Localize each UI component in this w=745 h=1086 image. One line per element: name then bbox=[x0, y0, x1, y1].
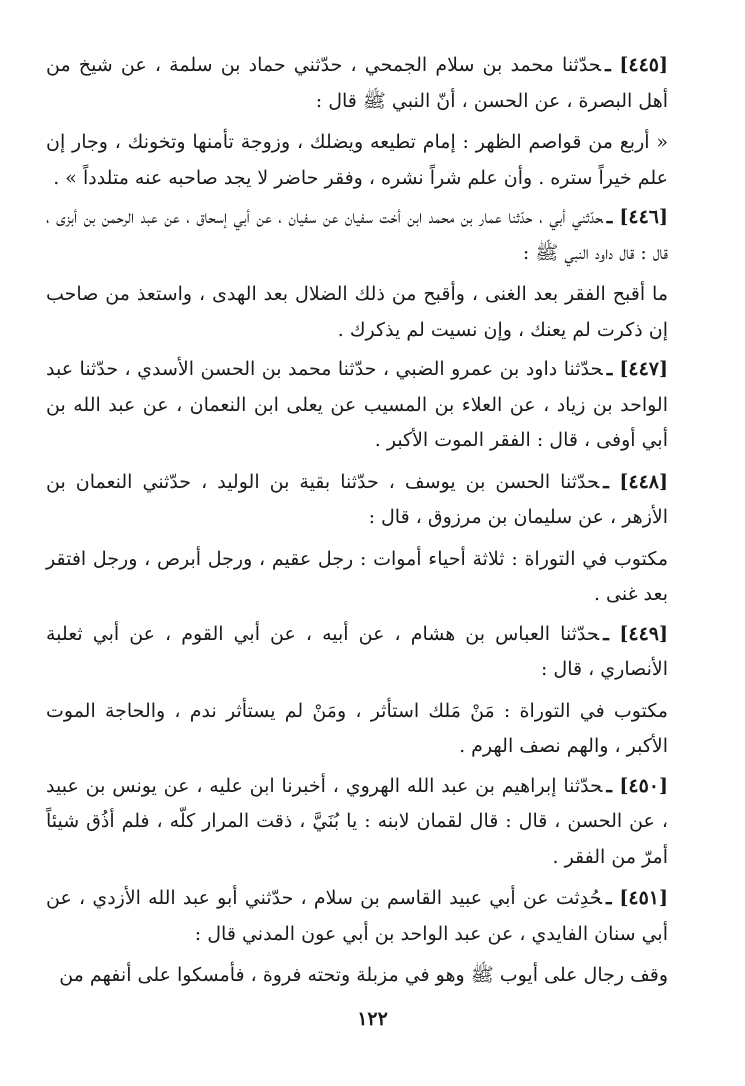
entry-448-matn: مكتوب في التوراة : ثلاثة أحياء أموات : رجل عقيم ، ورجل أبرص ، ورجل افتقر بعد غنى . bbox=[46, 547, 668, 605]
entry-number: [٤٤٦] ـ bbox=[606, 206, 668, 228]
entry-number: [٤٥١] ـ bbox=[606, 887, 668, 909]
isnad-text: حدّثنا محمد بن سلام الجمحي ، حدّثني حماد بن سلمة ، عن شيخ من أهل البصرة ، عن الحسن ، أنّ النبي ﷺ قال : bbox=[46, 54, 668, 112]
entry-451-isnad bbox=[46, 881, 668, 952]
isnad-text: حدّثنا العباس بن هشام ، عن أبيه ، عن أبي القوم ، عن أبي ثعلبة الأنصاري ، قال : bbox=[46, 622, 668, 680]
entry-446-isnad bbox=[46, 200, 668, 271]
isnad-text: حدّثنا إبراهيم بن عبد الله الهروي ، أخبرنا ابن عليه ، عن يونس بن عبيد ، عن الحسن ، قال : قال لقمان لابنه : يا بُنَيَّ ، ذقت المرار كلّه ، فلم أذُق شيئاً أمرّ من الفقر . bbox=[46, 774, 668, 868]
entry-451-matn: وقف رجال على أيوب ﷺ وهو في مزبلة وتحته فروة ، فأمسكوا على أنفهم من bbox=[59, 964, 668, 986]
entry-449-isnad bbox=[46, 617, 668, 688]
isnad-text: حدّثني أبي ، حدّثنا عمار بن محمد ابن أخت سفيان عن سفيان ، عن أبي إسحاق ، عن عبد الرحمن بن أبزى ، قال : قال داود النبي ﷺ : bbox=[46, 206, 668, 264]
entry-number: [٤٤٥] ـ bbox=[605, 54, 668, 76]
entry-445-matn: « أربع من قواصم الظهر : إمام تطيعه ويضلك ، وزوجة تأمنها وتخونك ، وجار إن علم خيراً ستره . وأن علم شراً نشره ، وفقر حاضر لا يجد صاحبه عنه متلدداً » . bbox=[46, 131, 668, 189]
entry-number: [٤٥٠] ـ bbox=[606, 774, 668, 797]
entry-450-isnad bbox=[46, 769, 668, 876]
entry-447-isnad bbox=[46, 352, 668, 459]
page-body bbox=[46, 48, 668, 998]
isnad-text: حدّثنا داود بن عمرو الضبي ، حدّثنا محمد بن الحسن الأسدي ، حدّثنا عبد الواحد بن زياد ، عن العلاء بن المسيب عن يعلى ابن النعمان ، عن عبد الله بن أبي أوفى ، قال : الفقر الموت الأكبر . bbox=[46, 358, 668, 451]
entry-445-isnad bbox=[46, 48, 668, 119]
isnad-text: حدّثنا الحسن بن يوسف ، حدّثنا بقية بن الوليد ، حدّثني النعمان بن الأزهر ، عن سليمان بن مرزوق ، قال : bbox=[46, 470, 668, 528]
entry-449-matn: مكتوب في التوراة : مَنْ مَلك استأثر ، ومَنْ لم يستأثر ندم ، والحاجة الموت الأكبر ، والهم نصف الهرم . bbox=[46, 699, 668, 757]
entry-number: [٤٤٧] ـ bbox=[606, 358, 668, 380]
page-number: ١٢٢ bbox=[357, 1008, 388, 1030]
entry-446-matn: ما أقبح الفقر بعد الغنى ، وأقبح من ذلك الضلال بعد الهدى ، واستعذ من صاحب إن ذكرت لم يعنك ، وإن نسيت لم يذكرك . bbox=[46, 283, 668, 341]
entry-number: [٤٤٩] ـ bbox=[603, 622, 669, 645]
isnad-text: حُدِثت عن أبي عبيد القاسم بن سلام ، حدّثني أبو عبد الله الأزدي ، عن أبي سنان الفايدي ، عن عبد الواحد بن أبي عون المدني قال : bbox=[46, 887, 668, 945]
entry-448-isnad bbox=[46, 465, 668, 536]
entry-number: [٤٤٨] ـ bbox=[603, 470, 668, 493]
